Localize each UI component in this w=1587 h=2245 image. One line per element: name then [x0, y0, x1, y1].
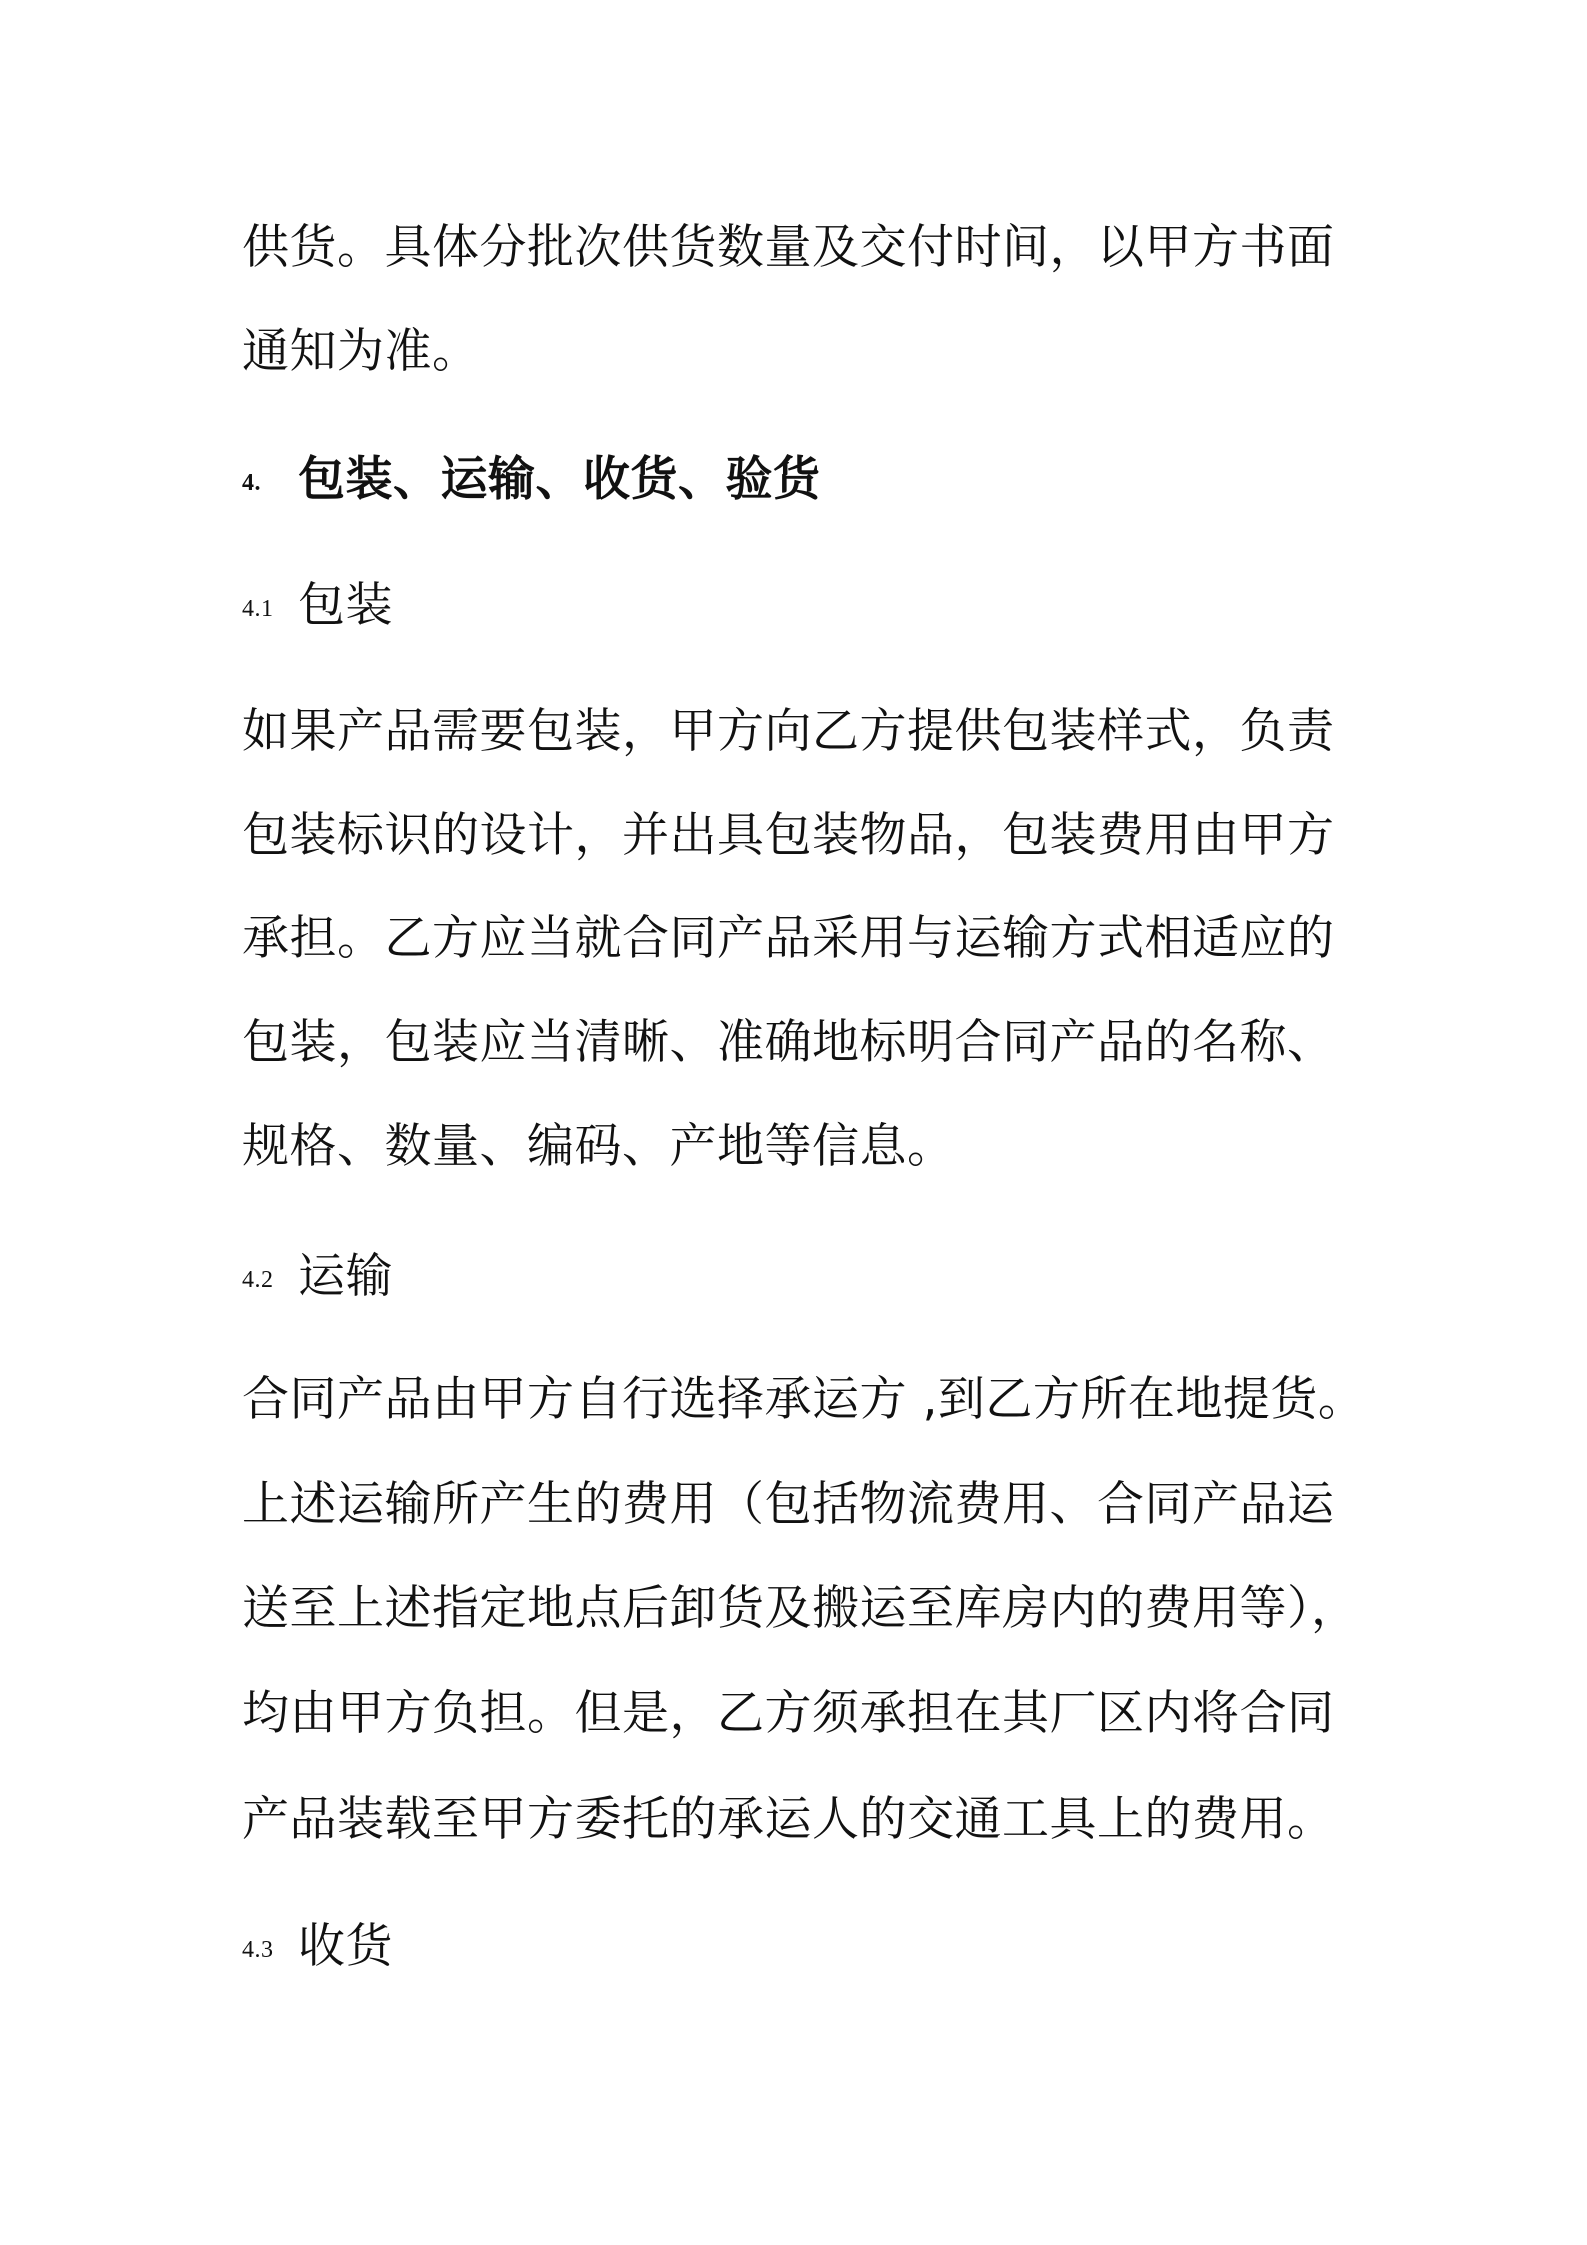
subsection-number: 4.1	[242, 595, 274, 622]
paragraph-line: 如果产品需要包装，甲方向乙方提供包装样式，负责	[242, 704, 1335, 759]
section-title: 包装、运输、收货、验货	[298, 452, 821, 507]
paragraph-line: 上述运输所产生的费用（包括物流费用、合同产品运	[242, 1477, 1335, 1532]
paragraph-line: 包装标识的设计，并出具包装物品，包装费用由甲方	[242, 808, 1335, 863]
paragraph-line: 均由甲方负担。但是，乙方须承担在其厂区内将合同	[242, 1686, 1335, 1741]
subsection-title: 包装	[298, 578, 393, 633]
subsection-heading	[242, 576, 393, 639]
paragraph-line: 规格、数量、编码、产地等信息。	[242, 1119, 955, 1174]
subsection-heading	[242, 1917, 393, 1980]
subsection-title: 运输	[298, 1249, 393, 1304]
subsection-number: 4.2	[242, 1266, 274, 1293]
paragraph-line: 通知为准。	[242, 324, 480, 379]
subsection-number: 4.3	[242, 1936, 274, 1963]
paragraph-line: 包装，包装应当清晰、准确地标明合同产品的名称、	[242, 1015, 1335, 1070]
paragraph-line: 供货。具体分批次供货数量及交付时间，以甲方书面	[242, 220, 1335, 275]
subsection-title: 收货	[298, 1919, 393, 1974]
paragraph-line: 产品装载至甲方委托的承运人的交通工具上的费用。	[242, 1792, 1335, 1847]
section-number: 4.	[242, 469, 261, 496]
section-heading	[242, 450, 821, 513]
paragraph-line: 承担。乙方应当就合同产品采用与运输方式相适应的	[242, 911, 1335, 966]
paragraph-line: 送至上述指定地点后卸货及搬运至库房内的费用等），	[242, 1581, 1359, 1636]
paragraph-line: 合同产品由甲方自行选择承运方 ,到乙方所在地提货。	[242, 1372, 1366, 1427]
subsection-heading	[242, 1247, 393, 1310]
